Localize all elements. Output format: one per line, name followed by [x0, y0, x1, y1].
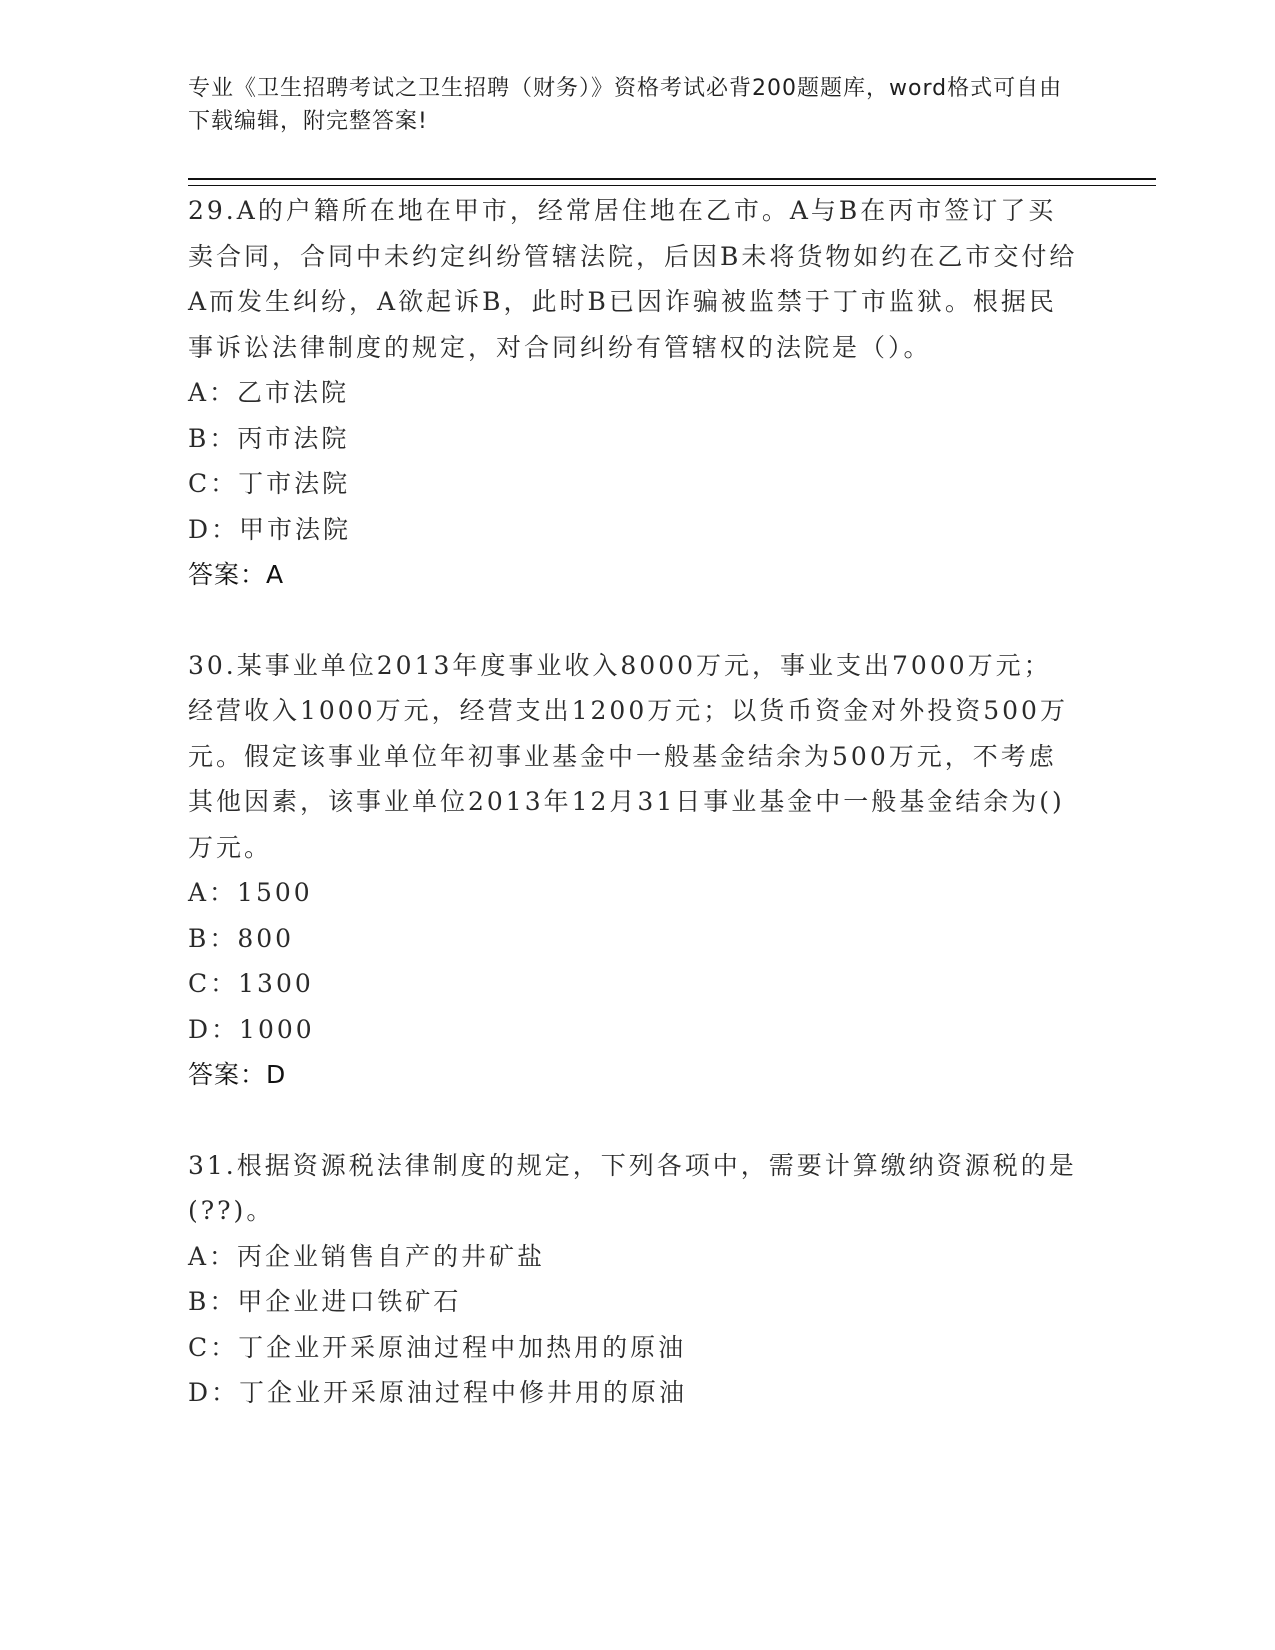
header-divider: [188, 178, 1156, 186]
question-stem: 31.根据资源税法律制度的规定，下列各项中，需要计算缴纳资源税的是(??)。: [188, 1150, 1077, 1225]
question-29: [188, 188, 1078, 598]
answer-label: 答案：D: [188, 1060, 287, 1089]
option-a: A：乙市法院: [188, 378, 350, 407]
question-30: [188, 643, 1078, 1098]
header-text: 专业《卫生招聘考试之卫生招聘（财务）》资格考试必背200题题库，word格式可自由下载编辑，附完整答案!: [188, 76, 1063, 134]
option-a: A：丙企业销售自产的井矿盐: [188, 1241, 546, 1271]
option-d: D：1000: [188, 1014, 315, 1044]
question-list: [188, 188, 1078, 1461]
option-d: D：丁企业开采原油过程中修井用的原油: [188, 1378, 688, 1407]
option-c: C：丁企业开采原油过程中加热用的原油: [188, 1332, 687, 1362]
option-b: B：800: [188, 923, 295, 953]
option-d: D：甲市法院: [188, 514, 352, 544]
option-a: A：1500: [188, 878, 313, 907]
answer-label: 答案：A: [188, 560, 285, 589]
option-b: B：丙市法院: [188, 423, 350, 453]
question-31: [188, 1143, 1078, 1416]
document-header: [188, 72, 1068, 138]
option-b: B：甲企业进口铁矿石: [188, 1287, 462, 1316]
question-stem: 29.A的户籍所在地在甲市，经常居住地在乙市。A与B在丙市签订了买卖合同，合同中未约定纠纷管辖法院，后因B未将货物如约在乙市交付给A而发生纠纷，A欲起诉B，此时B已因诈骗被监禁于丁市监狱。根据民事诉讼法律制度的规定，对合同纠纷有管辖权的法院是（）。: [188, 196, 1078, 362]
option-c: C：1300: [188, 969, 314, 998]
question-stem: 30.某事业单位2013年度事业收入8000万元，事业支出7000万元；经营收入1000万元，经营支出1200万元；以货币资金对外投资500万元。假定该事业单位年初事业基金中一般基金结余为500万元，不考虑其他因素，该事业单位2013年12月31日事业基金中一般基金结余为()万元。: [188, 650, 1068, 862]
option-c: C：丁市法院: [188, 469, 351, 498]
